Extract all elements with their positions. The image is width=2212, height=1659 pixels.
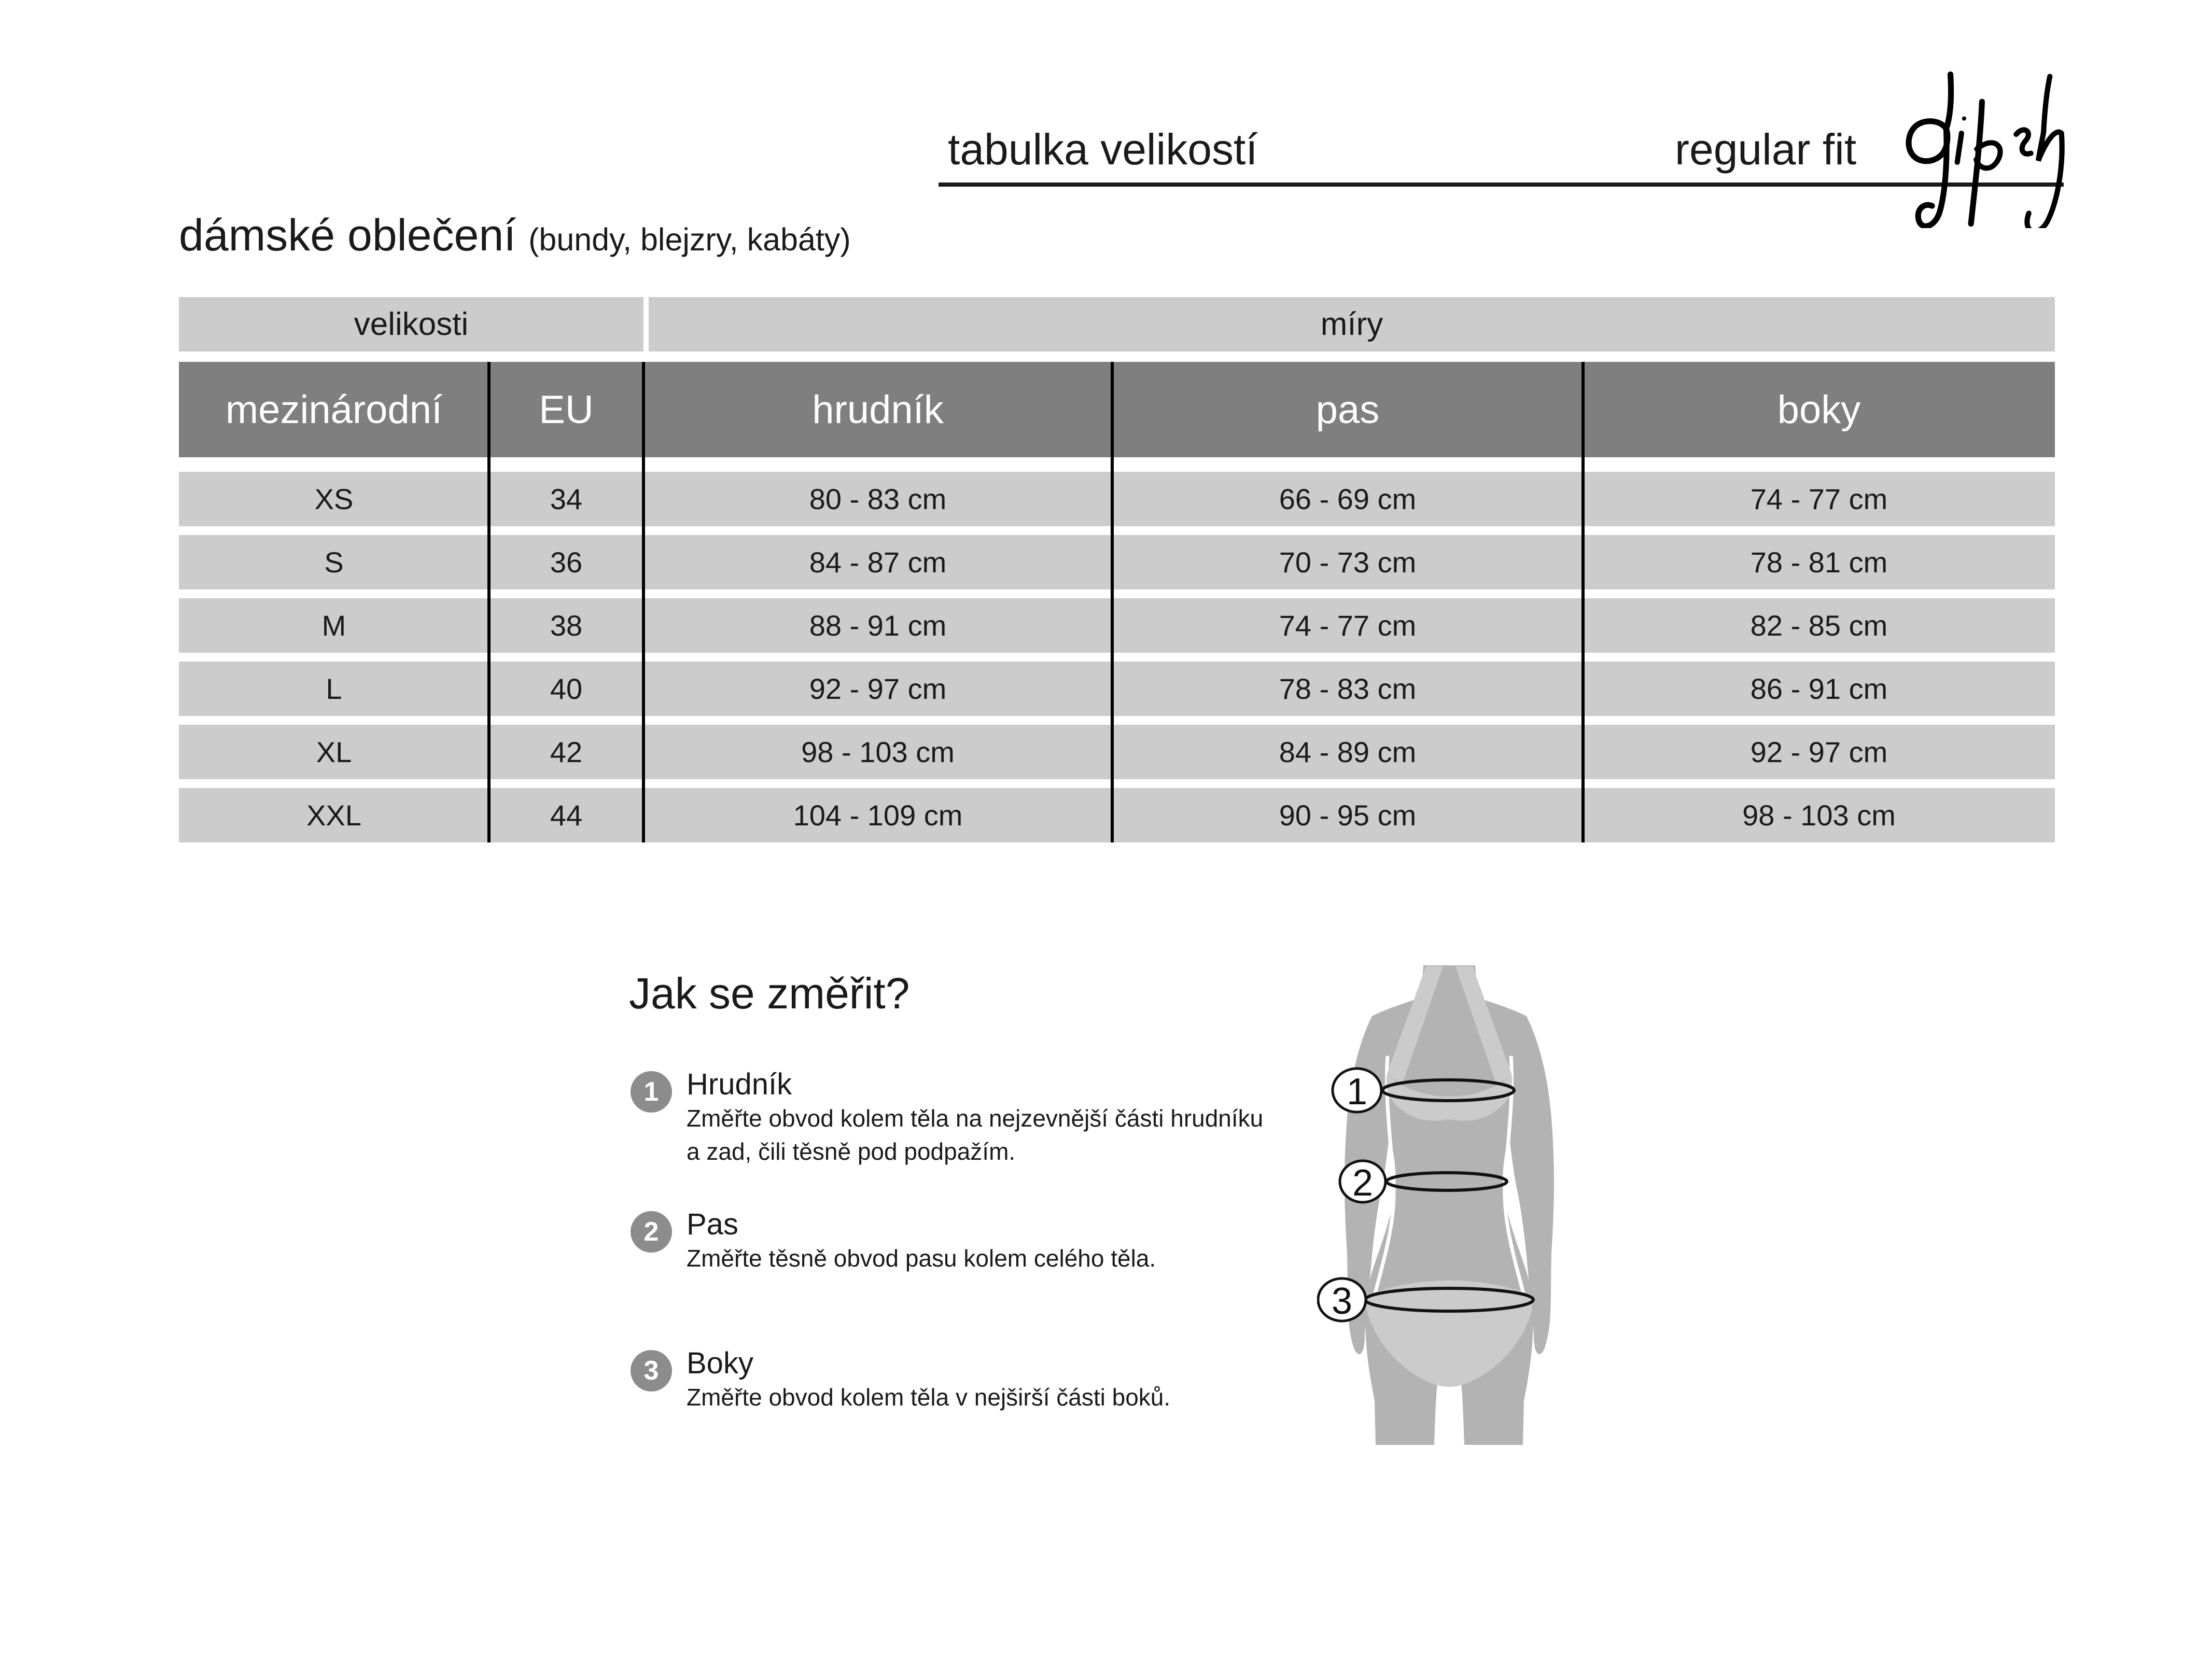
step-number-badge: 1: [631, 1071, 672, 1113]
size-table: [179, 297, 2055, 851]
table-row-xxl: [179, 788, 2055, 842]
cell-hips: 82 - 85 cm: [1583, 598, 2055, 653]
cell-eu: 42: [489, 725, 643, 779]
cell-waist: 74 - 77 cm: [1112, 598, 1583, 653]
cell-waist: 90 - 95 cm: [1112, 788, 1583, 842]
step-number-badge: 2: [631, 1211, 672, 1253]
column-header-international: mezinárodní: [179, 362, 489, 457]
cell-chest: 104 - 109 cm: [643, 788, 1112, 842]
cell-eu: 44: [489, 788, 643, 842]
column-header-hips: boky: [1583, 362, 2055, 457]
column-header-chest: hrudník: [643, 362, 1112, 457]
section-title-sub: (bundy, blejzry, kabáty): [528, 222, 851, 257]
table-grid: [179, 362, 2055, 842]
cell-eu: 40: [489, 662, 643, 716]
howto-step-hips: [631, 1346, 1170, 1414]
howto-title: Jak se změřit?: [629, 969, 910, 1018]
cell-eu: 36: [489, 535, 643, 589]
cell-eu: 34: [489, 472, 643, 526]
column-divider: [642, 362, 645, 842]
cell-chest: 88 - 91 cm: [643, 598, 1112, 653]
page-title: tabulka velikostí: [948, 125, 1258, 174]
table-row-l: [179, 662, 2055, 716]
table-column-header-row: [179, 362, 2055, 457]
section-title: [179, 210, 851, 261]
howto-step-chest: [631, 1067, 1278, 1168]
marker-1-number: 1: [1346, 1071, 1368, 1113]
group-header-measures: míry: [649, 297, 2055, 352]
step-text: Změřte obvod kolem těla na nejzevnější části hrudníku a zad, čili těsně pod podpažím.: [687, 1105, 1264, 1165]
cell-hips: 86 - 91 cm: [1583, 662, 2055, 716]
cell-size: XL: [179, 725, 489, 779]
column-divider: [1111, 362, 1114, 842]
cell-chest: 84 - 87 cm: [643, 535, 1112, 589]
step-label: Boky: [687, 1346, 753, 1380]
step-text: Změřte obvod kolem těla v nejširší části boků.: [687, 1384, 1171, 1411]
step-number-badge: 3: [631, 1350, 672, 1391]
marker-2-number: 2: [1352, 1162, 1374, 1204]
cell-hips: 98 - 103 cm: [1583, 788, 2055, 842]
cell-hips: 92 - 97 cm: [1583, 725, 2055, 779]
cell-chest: 98 - 103 cm: [643, 725, 1112, 779]
table-row-m: [179, 598, 2055, 653]
cell-waist: 70 - 73 cm: [1112, 535, 1583, 589]
cell-waist: 78 - 83 cm: [1112, 662, 1583, 716]
cell-size: XXL: [179, 788, 489, 842]
table-group-header-row: [179, 297, 2055, 352]
column-header-waist: pas: [1112, 362, 1583, 457]
column-divider: [1581, 362, 1585, 842]
table-row-xs: [179, 472, 2055, 526]
cell-chest: 92 - 97 cm: [643, 662, 1112, 716]
cell-hips: 74 - 77 cm: [1583, 472, 2055, 526]
cell-waist: 84 - 89 cm: [1112, 725, 1583, 779]
column-header-eu: EU: [489, 362, 643, 457]
fit-label: regular fit: [1675, 125, 1857, 174]
cell-chest: 80 - 83 cm: [643, 472, 1112, 526]
body-measurement-figure: [1317, 965, 1649, 1447]
cell-size: M: [179, 598, 489, 653]
cell-eu: 38: [489, 598, 643, 653]
cell-waist: 66 - 69 cm: [1112, 472, 1583, 526]
step-label: Pas: [687, 1207, 738, 1241]
section-title-main: dámské oblečení: [179, 210, 516, 260]
cell-size: S: [179, 535, 489, 589]
table-row-s: [179, 535, 2055, 589]
cell-hips: 78 - 81 cm: [1583, 535, 2055, 589]
column-divider: [487, 362, 491, 842]
marker-3-number: 3: [1331, 1281, 1353, 1322]
table-row-xl: [179, 725, 2055, 779]
brand-logo-gipsy-icon: [1895, 70, 2074, 228]
cell-size: XS: [179, 472, 489, 526]
cell-size: L: [179, 662, 489, 716]
group-header-sizes: velikosti: [179, 297, 643, 352]
step-text: Změřte těsně obvod pasu kolem celého těla.: [687, 1245, 1156, 1272]
step-label: Hrudník: [687, 1067, 792, 1101]
howto-step-waist: [631, 1207, 1156, 1275]
